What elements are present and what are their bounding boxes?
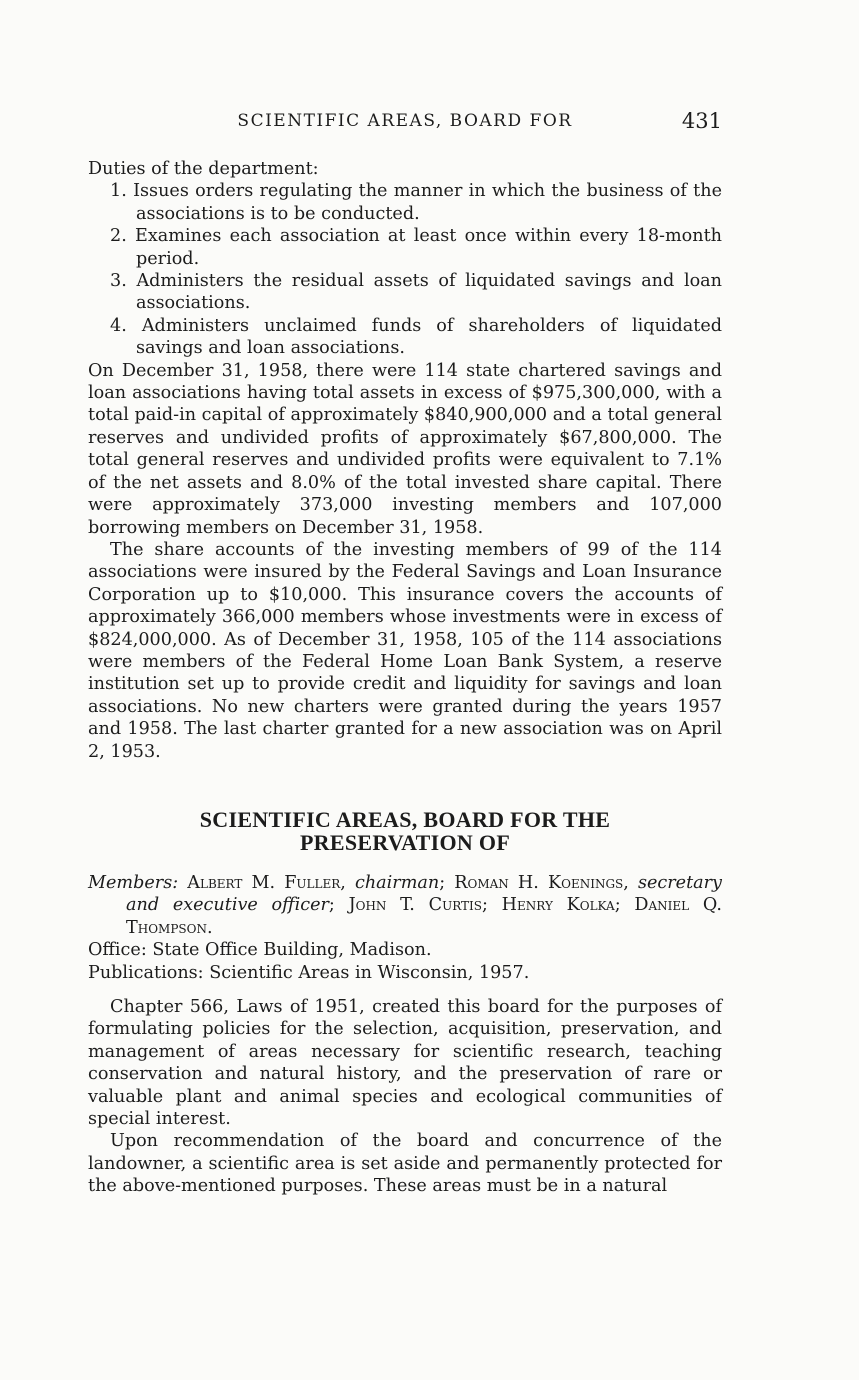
paragraph-chapter: Chapter 566, Laws of 1951, created this board for the purposes of formulating policies for the selection, acquisition, preservation, and management of areas necessary for scientific research, teaching conservation and natural history, and the preservation of rare or valuable plant and animal species and ecological communities of special interest. — [88, 997, 722, 1130]
member-name: Henry Kolka — [501, 895, 615, 916]
office-line: Office: State Office Building, Madison. — [88, 940, 432, 961]
paragraph-recommendation: Upon recommendation of the board and concurrence of the landowner, a scientific area is set aside and permanently protected for the above-mentioned purposes. These areas must be in a natural — [88, 1131, 722, 1197]
running-header — [88, 111, 722, 135]
paragraph-assets: On December 31, 1958, there were 114 state chartered savings and loan associations having total assets in excess of $975,300,000, with a total paid-in capital of approximately $840,900,000 and a total general reserves and undivided profits of approximately $67,800,000. The total general reserves and undivided profits were equivalent to 7.1% of the net assets and 8.0% of the total invested share capital. There were approximately 373,000 investing members and 107,000 borrowing members on December 31, 1958. — [88, 360, 722, 538]
members-label: Members: — [88, 872, 179, 893]
duties-list — [88, 180, 722, 359]
member-role: secretary and executive officer — [126, 872, 722, 916]
member-name: Roman H. Koenings — [454, 872, 624, 893]
paragraph-insurance: The share accounts of the investing members of 99 of the 114 associations were insured by the Federal Savings and Loan Insurance Corporation up to $10,000. This insurance covers the accounts of approximately 366,000 members whose investments were in excess of $824,000,000. As of December 31, 1958, 105 of the 114 associations were members of the Federal Home Loan Bank System, a reserve institution set up to provide credit and liquidity for savings and loan associations. No new charters were granted during the years 1957 and 1958. The last charter granted for a new association was on April 2, 1953. — [88, 539, 722, 762]
member-name: Daniel Q. Thompson — [126, 895, 722, 938]
member-role: chairman — [354, 872, 440, 893]
section-heading-line2: PRESERVATION OF — [299, 829, 511, 855]
member-name: John T. Curtis — [348, 895, 482, 916]
section-heading-line1: SCIENTIFIC AREAS, BOARD FOR THE — [199, 806, 611, 832]
page-body — [88, 158, 722, 1198]
page-number: 431 — [681, 109, 722, 133]
duties-label: Duties of the department: — [88, 159, 319, 179]
members-block: Members: Albert M. Fuller, chairman; Roman H. Koenings, secretary and executive officer; John T. Curtis; Henry Kolka; Daniel Q. Thompson. — [88, 872, 722, 938]
member-name: Albert M. Fuller — [187, 872, 341, 893]
duty-item: 2. Examines each association at least once within every 18-month period. — [110, 226, 722, 269]
duty-item: 4. Administers unclaimed funds of shareholders of liquidated savings and loan associations. — [110, 315, 722, 359]
section-heading — [88, 808, 722, 854]
publications-line: Publications: Scientific Areas in Wisconsin, 1957. — [88, 962, 530, 983]
duty-item: 1. Issues orders regulating the manner in which the business of the associations is to be conducted. — [110, 181, 722, 224]
duty-item: 3. Administers the residual assets of liquidated savings and loan associations. — [110, 271, 722, 314]
running-title: SCIENTIFIC AREAS, BOARD FOR — [237, 111, 573, 131]
spacer — [88, 984, 722, 996]
